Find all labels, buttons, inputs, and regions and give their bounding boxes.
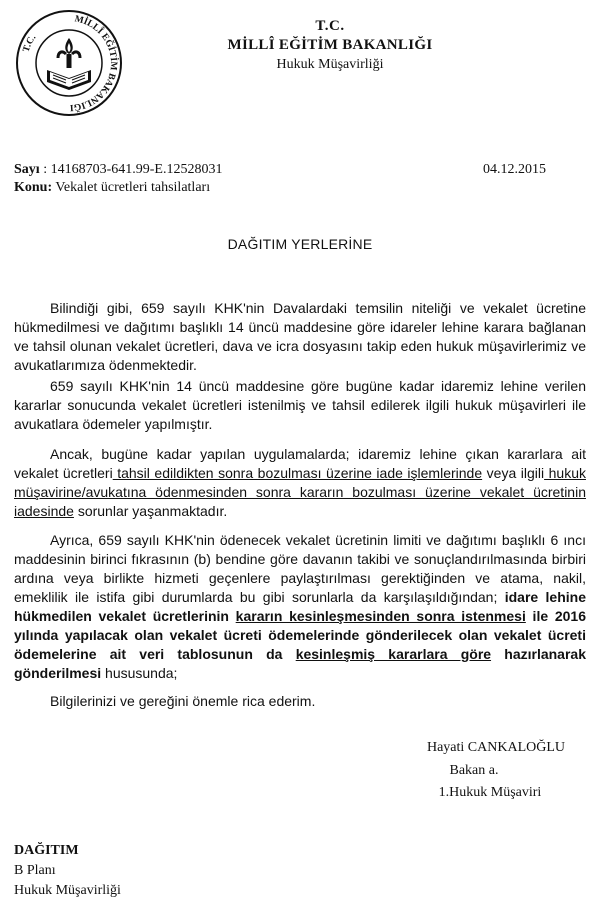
- p3-text-a: Ancak, bugüne kadar yapılan uygulamalarda; idaremiz lehine çıkan kararlara ait vekalet ücretleri: [14, 446, 586, 481]
- header-unit: Hukuk Müşavirliği: [276, 57, 384, 72]
- p3-text-e: sorunlar yaşanmaktadır.: [73, 503, 228, 519]
- addressee: DAĞITIM YERLERİNE: [227, 236, 373, 252]
- header-ministry: MİLLÎ EĞİTİM BAKANLIĞI: [227, 37, 433, 53]
- distribution-item: B Planı: [14, 863, 56, 878]
- signatory-role: 1.Hukuk Müşaviri: [438, 785, 542, 800]
- header-tc: T.C.: [315, 18, 345, 34]
- p4-bold-underlined-1: kararın kesinleşmesinden sonra istenmesi: [235, 608, 526, 624]
- konu-label: Konu:: [14, 180, 53, 195]
- p4-bold-3: hazırlanarak gönderilmesi: [14, 646, 586, 681]
- signatory-title: Bakan a.: [449, 763, 499, 778]
- paragraph-1: Bilindiği gibi, 659 sayılı KHK'nin Davalardaki temsilin niteliği ve vekalet ücretine hükmedilmesi ve dağıtımı başlıklı 14 üncü maddesine göre idareler lehine karara bağlanan ve tahsil olunan vekalet ücretleri, dava ve icra dosyasını takip eden hukuk müşavirlerimiz ve avukatlarımıza ödenmektedir.: [14, 300, 586, 373]
- p4-text-a: Ayrıca, 659 sayılı KHK'nin ödenecek vekalet ücretinin limiti ve dağıtımı başlıklı 6 ıncı maddesinin birinci fıkrasının (b) bendine göre davanın takibi ve sonuçlandırılmasında birbiri ardına veya birlikte hizmeti geçenlere paylaştırılması gerektiğinden ve atama, nakil, emeklilik ile istifa gibi durumlarda bu gibi sorunlarla da karşılaşıldığından;: [14, 532, 586, 605]
- distribution-heading: DAĞITIM: [14, 843, 79, 858]
- svg-text:MİLLÎ EĞİTİM BAKANLIĞI: [69, 14, 120, 115]
- ministry-seal-logo: [14, 8, 124, 118]
- p4-bold-2: ile 2016 yılında yapılacak olan vekalet ücreti ödemelerinde gönderilecek olan vekalet ücreti ödemelerine ait veri tablosunun da: [14, 608, 586, 662]
- sayi-line: [14, 162, 222, 178]
- konu-line: [14, 180, 210, 196]
- p3-text-c: veya ilgili: [482, 465, 545, 481]
- sayi-value: : 14168703-641.99-E.12528031: [43, 162, 223, 177]
- document-date: 04.12.2015: [483, 162, 546, 177]
- paragraph-3: [14, 445, 586, 521]
- p4-bold-underlined-2: kesinleşmiş kararlara göre: [295, 646, 492, 662]
- konu-value: Vekalet ücretleri tahsilatları: [55, 180, 211, 195]
- paragraph-4: [14, 531, 586, 683]
- seal-ring-text-left: T.C.: [21, 32, 39, 54]
- distribution-item: Hukuk Müşavirliği: [14, 883, 121, 898]
- paragraph-5: Bilgilerinizi ve gereğini önemle rica ederim.: [50, 693, 316, 709]
- sayi-label: Sayı: [14, 162, 40, 177]
- p3-underlined-1: tahsil edildikten sonra bozulması üzerine iade işlemlerinde: [112, 465, 483, 481]
- torch-book-icon: [47, 38, 91, 90]
- p4-text-g: hususunda;: [101, 665, 178, 681]
- signatory-name: Hayati CANKALOĞLU: [426, 740, 566, 755]
- p3-underlined-2: hukuk müşavirine/avukatına ödenmesinden sonra kararın bozulması üzerine vekalet ücretinin iadesinde: [14, 465, 586, 519]
- seal-ring-text: MİLLÎ EĞİTİM BAKANLIĞI: [69, 14, 119, 113]
- p4-bold-1: idare lehine hükmedilen vekalet ücretlerinin: [14, 589, 586, 624]
- paragraph-2: 659 sayılı KHK'nin 14 üncü maddesine göre bugüne kadar idaremiz lehine verilen kararlar sonucunda vekalet ücretleri istenilmiş ve tahsil edilerek ilgili hukuk müşavirleri ile avukatlara ödemeler yapılmıştır.: [14, 378, 586, 432]
